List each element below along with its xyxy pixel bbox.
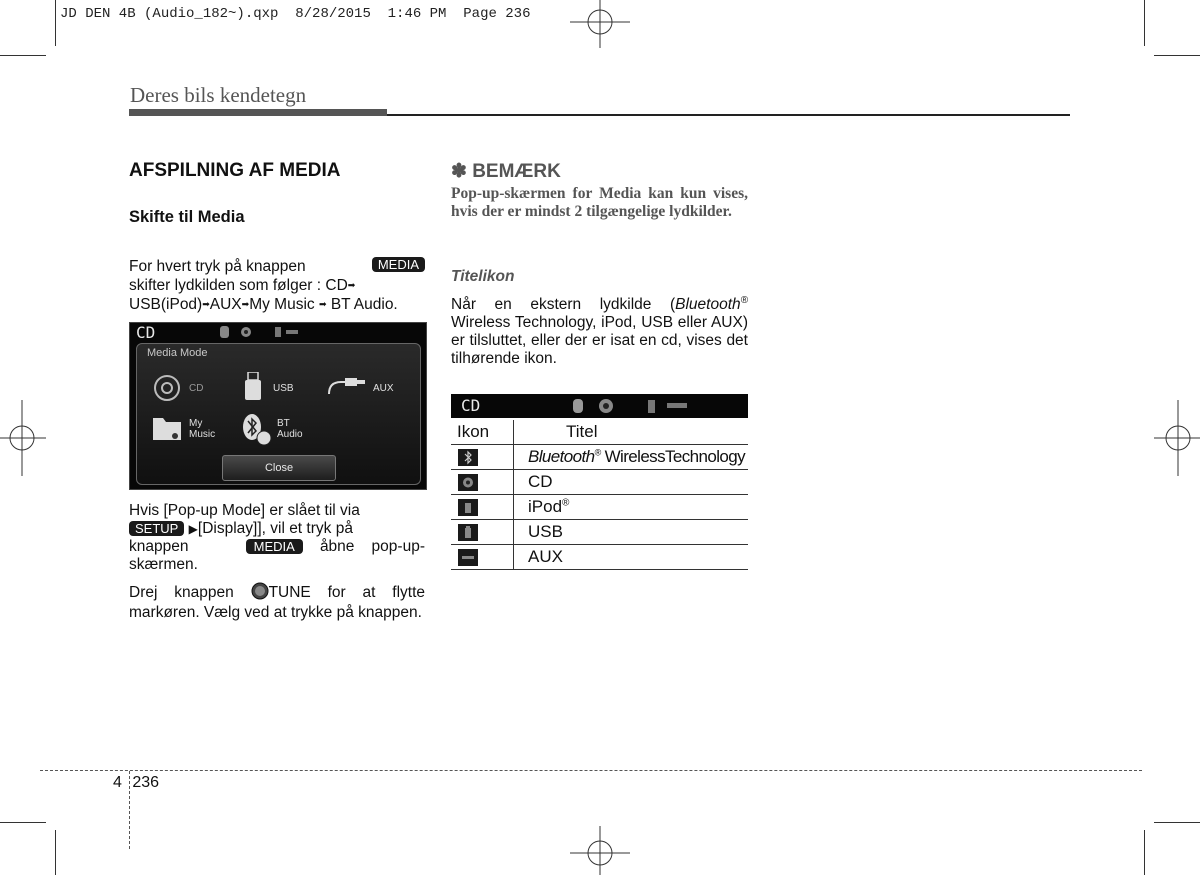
- cd-icon[interactable]: [153, 374, 181, 402]
- arrow-right-icon: ➡: [202, 299, 210, 309]
- row-label: USB: [528, 522, 563, 541]
- tune-knob-icon: [251, 582, 269, 600]
- text: Wireless Technology, iPod, USB eller AUX) er tilsluttet, eller der er isat en cd, vises det tilhørende ikon.: [451, 314, 748, 368]
- option-cd[interactable]: CD: [189, 383, 204, 394]
- header-title: [514, 420, 749, 445]
- text: AUX: [209, 296, 242, 313]
- section-title: AFSPILNING AF MEDIA: [129, 160, 341, 181]
- header-icon: [451, 420, 514, 445]
- setup-button-label: SETUP: [129, 521, 184, 536]
- status-icons: [220, 325, 310, 339]
- section-subtitle: Skifte til Media: [129, 208, 245, 226]
- running-head: Deres bils kendetegn: [130, 83, 307, 107]
- bluetooth-audio-icon[interactable]: [239, 412, 273, 446]
- title-cell: [514, 445, 749, 470]
- option-bt-audio[interactable]: [277, 418, 303, 440]
- text: skifter lydkilden som følger : CD: [129, 277, 348, 294]
- media-mode-popup: [136, 343, 421, 485]
- text: My: [189, 418, 203, 429]
- aux-icon[interactable]: [325, 374, 367, 400]
- note-text: Pop-up-skærmen for Media kan kun vises, hvis der er mindst 2 tilgængelige lydkilder.: [451, 185, 748, 220]
- crop-mark: [0, 822, 46, 823]
- row-label: AUX: [528, 547, 563, 566]
- text: Audio: [277, 429, 303, 440]
- close-button[interactable]: Close: [222, 455, 336, 481]
- registration-mark-right: [1154, 400, 1200, 476]
- text: BT: [277, 418, 290, 429]
- crop-mark: [0, 55, 46, 56]
- crop-mark: [1144, 830, 1145, 875]
- text-bluetooth: Bluetooth: [675, 296, 741, 314]
- status-bar-screen: [451, 394, 748, 418]
- option-usb[interactable]: USB: [273, 383, 294, 394]
- text: åbne pop-up-skærmen.: [129, 538, 425, 573]
- arrow-right-icon: ➡: [347, 280, 356, 290]
- text: USB(iPod): [129, 296, 203, 313]
- text: BT Audio.: [330, 296, 398, 313]
- paragraph-1: [129, 258, 425, 314]
- triangle-right-icon: ▶: [188, 522, 198, 536]
- chapter-number: 4: [113, 774, 122, 791]
- row-label: CD: [528, 472, 553, 491]
- screen2-title: CD: [461, 396, 481, 415]
- text: Drej knappen: [129, 584, 234, 601]
- title-cell: [514, 495, 749, 520]
- arrow-right-icon: ➡: [318, 299, 327, 309]
- footer-rule: [40, 770, 1142, 771]
- text: TUNE for at flytte markøren. Vælg ved at trykke på knappen.: [129, 584, 426, 621]
- crop-mark: [1144, 0, 1145, 46]
- table-header: [451, 420, 748, 445]
- registration-mark-bottom: [570, 826, 630, 875]
- col-title-label: Titel: [566, 422, 598, 441]
- registered-mark: ®: [740, 295, 748, 306]
- icon-cell: [451, 495, 514, 520]
- usb-icon[interactable]: [243, 372, 263, 402]
- crop-mark: [55, 830, 56, 875]
- crop-mark: [55, 0, 56, 46]
- table-row: [451, 470, 748, 495]
- registered-mark: ®: [594, 447, 601, 458]
- page-number: [113, 774, 159, 792]
- text: [Display]], vil et tryk på: [197, 520, 353, 537]
- page-number-value: 236: [132, 774, 160, 791]
- icon-cell: [451, 445, 514, 470]
- text: knappen: [129, 538, 189, 555]
- crop-mark: [1154, 55, 1200, 56]
- icon-cell: [451, 520, 514, 545]
- table-row: [451, 545, 748, 570]
- table-row: [451, 445, 748, 470]
- paragraph-3: [129, 582, 425, 623]
- usb-icon: [458, 524, 478, 541]
- row-label: WirelessTechnology: [600, 447, 745, 466]
- note-title: ✽ BEMÆRK: [451, 161, 561, 182]
- ipod-icon: [458, 499, 478, 516]
- folder-music-icon[interactable]: [151, 414, 185, 442]
- col-icon-label: Ikon: [457, 422, 490, 441]
- text: Når en ekstern lydkilde (: [451, 296, 676, 314]
- icon-cell: [451, 470, 514, 495]
- header-rule: [387, 114, 1070, 116]
- text: Hvis [Pop-up Mode] er slået til via: [129, 502, 360, 519]
- arrow-right-icon: ➡: [241, 299, 250, 309]
- title-cell: [514, 470, 749, 495]
- header-bar: [129, 109, 387, 116]
- media-button-label: MEDIA: [372, 257, 425, 272]
- registration-mark-top: [570, 0, 630, 50]
- status-icons: [571, 397, 691, 415]
- print-header: JD DEN 4B (Audio_182~).qxp 8/28/2015 1:46 PM Page 236: [60, 6, 531, 22]
- titelikon-paragraph: [451, 292, 748, 368]
- option-aux[interactable]: AUX: [373, 383, 394, 394]
- screen-title: CD: [136, 323, 156, 342]
- row-label-italic: Bluetooth: [528, 447, 595, 466]
- popup-title: Media Mode: [147, 347, 208, 359]
- icon-table: [451, 420, 748, 570]
- paragraph-2: [129, 502, 425, 574]
- aux-icon: [458, 549, 478, 566]
- crop-mark: [1154, 822, 1200, 823]
- registration-mark-left: [0, 400, 46, 476]
- title-cell: [514, 520, 749, 545]
- title-cell: [514, 545, 749, 570]
- media-button-label: MEDIA: [246, 539, 303, 554]
- text: Music: [189, 429, 216, 440]
- bluetooth-icon: [458, 449, 478, 466]
- row-label: iPod: [528, 497, 563, 516]
- text: My Music: [249, 296, 315, 313]
- registered-mark: ®: [562, 497, 570, 509]
- option-my-music[interactable]: [189, 418, 215, 440]
- text: For hvert tryk på knappen: [129, 258, 306, 275]
- table-row: [451, 520, 748, 545]
- icon-cell: [451, 545, 514, 570]
- cd-icon: [458, 474, 478, 491]
- media-mode-screen: [129, 322, 427, 490]
- table-row: [451, 495, 748, 520]
- titelikon-heading: Titelikon: [451, 268, 515, 285]
